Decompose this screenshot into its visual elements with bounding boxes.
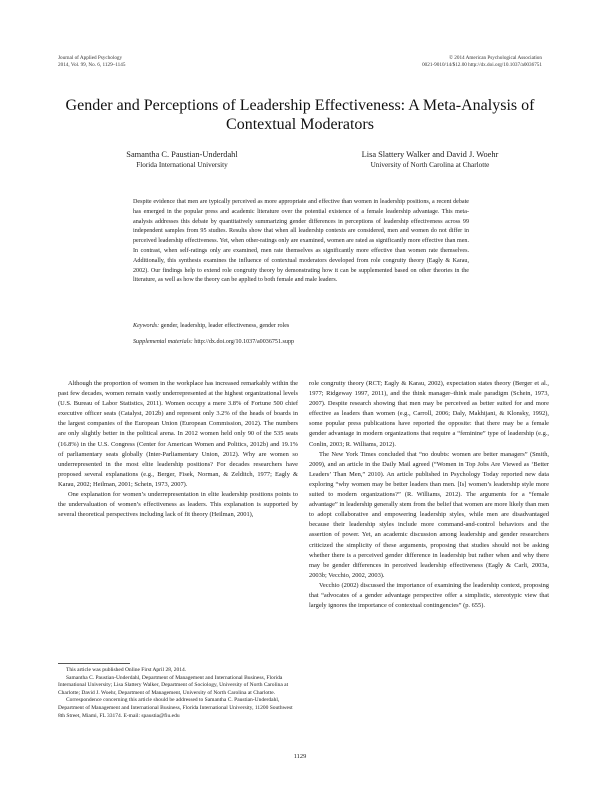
author-name: Lisa Slattery Walker and David J. Woehr [361,150,499,159]
abstract: Despite evidence that men are typically perceived as more appropriate and effective than women in leadership positions, a recent debate has emerged in the popular press and academic literature over the potential existence of a female leadership advantage. This meta-analysis addresses this debate by quantitatively summarizing gender differences in perceptions of leadership effectiveness across 99 independent samples from 95 studies. Results show that when all leadership contexts are considered, men and women do not differ in perceived leadership effectiveness. Yet, when other-ratings only are examined, women are rated as significantly more effective than men. In contrast, when self-ratings only are examined, men rate themselves as significantly more effective than women rate themselves. Additionally, this synthesis examines the influence of contextual moderators developed from role congruity theory (Eagly & Karau, 2002). Our findings help to extend role congruity theory by demonstrating how it can be supplemented based on other theories in the literature, as well as how the theory can be applied to both female and male leaders. [133,199,469,284]
copyright-block [302,55,542,69]
footnote: This article was published Online First April 28, 2014. [66,667,187,673]
author-block-2 [320,150,540,170]
body-paragraph: The New York Times concluded that “no doubts: women are better managers” (Smith, 2009), and an article in the Daily Mail agreed (“Women in Top Jobs Are Viewed as ‘Better Leaders’ Than Men,” 2010). An article published in Psychology Today reported new data exploring “why women may be better leaders than men. [Is] women’s leadership style more suited to modern organizations?” (R. Williams, 2012). The arguments for a “female advantage” in leadership generally stem from the belief that women are more likely than men to adopt collaborative and empowering leadership styles, while men are disadvantaged because their leadership styles include more command-and-control behaviors and the assertion of power. Yet, an academic discussion among leadership and gender researchers criticized the simplicity of these arguments, proposing that studies should not be asking whether there is a perceived gender difference in leadership but rather when and why there may be gender differences in perceived leadership effectiveness (Eagly & Carli, 2003a, 2003b; Vecchio, 2002, 2003). [309,450,549,579]
author-block-1 [82,150,282,170]
page-number: 1129 [293,753,307,760]
body-column-left [58,379,298,520]
body-paragraph: One explanation for women’s underrepresentation in elite leadership positions points to the undervaluation of women’s effectiveness as leaders. This explanation is supported by several theoretical perspectives including lack of fit theory (Heilman, 2001), [58,491,298,519]
keywords-label: Keywords: [133,323,160,329]
article-title: Gender and Perceptions of Leadership Effectiveness: A Meta-Analysis of Contextual Moderators [65,97,535,133]
supplemental-materials [133,338,469,347]
supplemental-link[interactable]: http://dx.doi.org/10.1037/a0036751.supp [194,339,295,345]
footnote-divider [58,663,130,664]
doi-line: 0021-9010/14/$12.00 http://dx.doi.org/10.1037/a0036751 [422,62,542,68]
supplemental-label: Supplemental materials: [133,339,193,345]
footnotes [58,667,298,720]
author-affiliation: University of North Carolina at Charlotte [370,161,490,169]
copyright-line: © 2014 American Psychological Association [449,55,542,61]
journal-volume: 2014, Vol. 99, No. 6, 1129–1145 [58,62,126,68]
keywords-text: gender, leadership, leader effectiveness, gender roles [160,323,290,329]
author-affiliation: Florida International University [136,161,228,169]
keywords [133,322,469,331]
journal-name: Journal of Applied Psychology [58,55,123,61]
author-name: Samantha C. Paustian-Underdahl [126,150,238,159]
footnote: Samantha C. Paustian-Underdahl, Department of Management and International Business, Florida International University; Lisa Slattery Walker, Department of Sociology, University of North Carolina at Charlotte; David J. Woehr, Department of Management, University of North Carolina at Charlotte. [58,674,289,696]
journal-citation [58,55,258,69]
body-paragraph: Although the proportion of women in the workplace has increased remarkably within the past few decades, women remain vastly underrepresented at the highest organizational levels (U.S. Bureau of Labor Statistics, 2011). Women occupy a mere 3.8% of Fortune 500 chief executive officer seats (Catalyst, 2012b) and represent only 3.2% of the heads of boards in the largest companies of the European Union (European Commission, 2012). The numbers are only slightly better in the political arena. In 2012 women held only 90 of the 535 seats (16.8%) in the U.S. Congress (Center for American Women and Politics, 2012b) and 19.1% of parliamentary seats globally (Inter-Parliamentary Union, 2012). Why are women so underrepresented in the most elite leadership positions? For decades researchers have proposed several explanations (e.g., Berger, Fisek, Norman, & Zelditch, 1977; Eagly & Karau, 2002; Heilman, 2001; Schein, 1973, 2007). [58,380,298,488]
body-paragraph: role congruity theory (RCT; Eagly & Karau, 2002), expectation states theory (Berger et al., 1977; Ridgeway 1997, 2011), and the think manager–think male paradigm (Schein, 1973, 2007). Despite research showing that men may be perceived as better suited for and more effective as leaders than women (e.g., Carroll, 2006; Daly, Makhijani, & Klonsky, 1992), some popular press publications have reported the opposite: that there may be a female gender advantage in modern organizations that require a “feminine” type of leadership (e.g., Conlin, 2003; R. Williams, 2012). [309,380,549,448]
body-column-right [309,379,549,611]
body-paragraph: Vecchio (2002) discussed the importance of examining the leadership context, proposing that “advocates of a gender advantage perspective offer a simplistic, stereotypic view that largely ignores the importance of contextual contingencies” (p. 655). [309,581,549,610]
footnote: Correspondence concerning this article should be addressed to Samantha C. Paustian-Underdahl, Department of Management and International Business, Florida International University, 11200 Southwest 8th Street, Miami, FL 33174. E-mail: spaustia@fiu.edu [58,697,293,719]
